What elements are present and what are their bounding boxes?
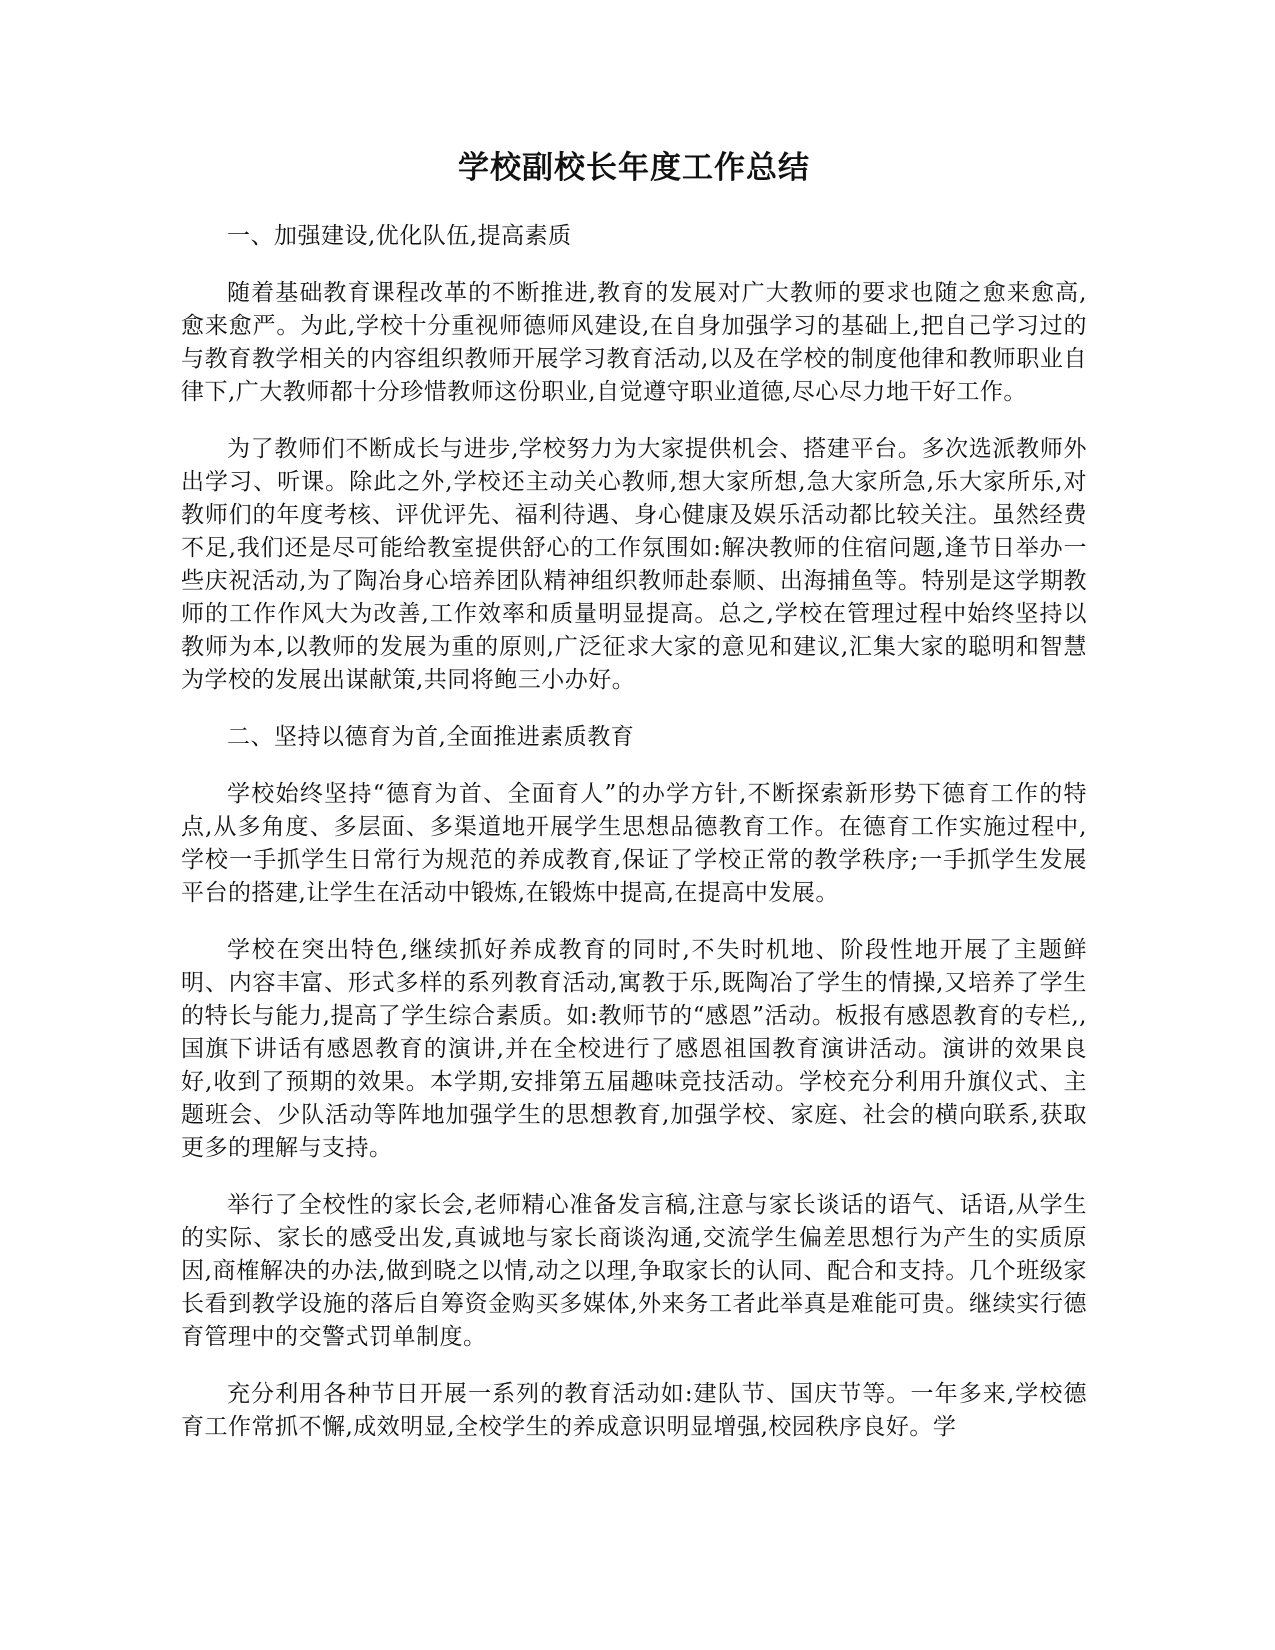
paragraph: 为了教师们不断成长与进步,学校努力为大家提供机会、搭建平台。多次选派教师外出学习、听课。除此之外,学校还主动关心教师,想大家所想,急大家所急,乐大家所乐,对教师们的年度考核、评优评先、福利待遇、身心健康及娱乐活动都比较关注。虽然经费不足,我们还是尽可能给教室提供舒心的工作氛围如:解决教师的住宿问题,逢节日举办一些庆祝活动,为了陶冶身心培养团队精神组织教师赴泰顺、出海捕鱼等。特别是这学期教师的工作作风大为改善,工作效率和质量明显提高。总之,学校在管理过程中始终坚持以教师为本,以教师的发展为重的原则,广泛征求大家的意见和建议,汇集大家的聪明和智慧为学校的发展出谋献策,共同将鲍三小办好。 bbox=[181, 436, 1087, 693]
paragraph: 学校始终坚持“德育为首、全面育人”的办学方针,不断探索新形势下德育工作的特点,从多角度、多层面、多渠道地开展学生思想品德教育工作。在德育工作实施过程中,学校一手抓学生日常行为规范的养成教育,保证了学校正常的教学秩序;一手抓学生发展平台的搭建,让学生在活动中锻炼,在锻炼中提高,在提高中发展。 bbox=[181, 781, 1087, 906]
section-heading: 二、坚持以德育为首,全面推进素质教育 bbox=[227, 724, 635, 750]
paragraph: 随着基础教育课程改革的不断推进,教育的发展对广大教师的要求也随之愈来愈高,愈来愈严。为此,学校十分重视师德师风建设,在自身加强学习的基础上,把自己学习过的与教育教学相关的内容组织教师开展学习教育活动,以及在学校的制度他律和教师职业自律下,广大教师都十分珍惜教师这份职业,自觉遵守职业道德,尽心尽力地干好工作。 bbox=[181, 280, 1087, 405]
paragraph: 举行了全校性的家长会,老师精心准备发言稿,注意与家长谈话的语气、话语,从学生的实际、家长的感受出发,真诚地与家长商谈沟通,交流学生偏差思想行为产生的实质原因,商榷解决的办法,做到晓之以情,动之以理,争取家长的认同、配合和支持。几个班级家长看到教学设施的落后自筹资金购买多媒体,外来务工者此举真是难能可贵。继续实行德育管理中的交警式罚单制度。 bbox=[181, 1192, 1087, 1350]
section-2 bbox=[181, 721, 1087, 1444]
document-title: 学校副校长年度工作总结 bbox=[458, 150, 810, 186]
document-page bbox=[181, 136, 1087, 1468]
section-heading: 一、加强建设,优化队伍,提高素质 bbox=[227, 223, 572, 249]
paragraph: 充分利用各种节日开展一系列的教育活动如:建队节、国庆节等。一年多来,学校德育工作常抓不懈,成效明显,全校学生的养成意识明显增强,校园秩序良好。学 bbox=[181, 1381, 1087, 1440]
paragraph: 学校在突出特色,继续抓好养成教育的同时,不失时机地、阶段性地开展了主题鲜明、内容丰富、形式多样的系列教育活动,寓教于乐,既陶冶了学生的情操,又培养了学生的特长与能力,提高了学生综合素质。如:教师节的“感恩”活动。板报有感恩教育的专栏,,国旗下讲话有感恩教育的演讲,并在全校进行了感恩祖国教育演讲活动。演讲的效果良好,收到了预期的效果。本学期,安排第五届趣味竞技活动。学校充分利用升旗仪式、主题班会、少队活动等阵地加强学生的思想教育,加强学校、家庭、社会的横向联系,获取更多的理解与支持。 bbox=[181, 937, 1087, 1161]
section-1 bbox=[181, 220, 1087, 697]
